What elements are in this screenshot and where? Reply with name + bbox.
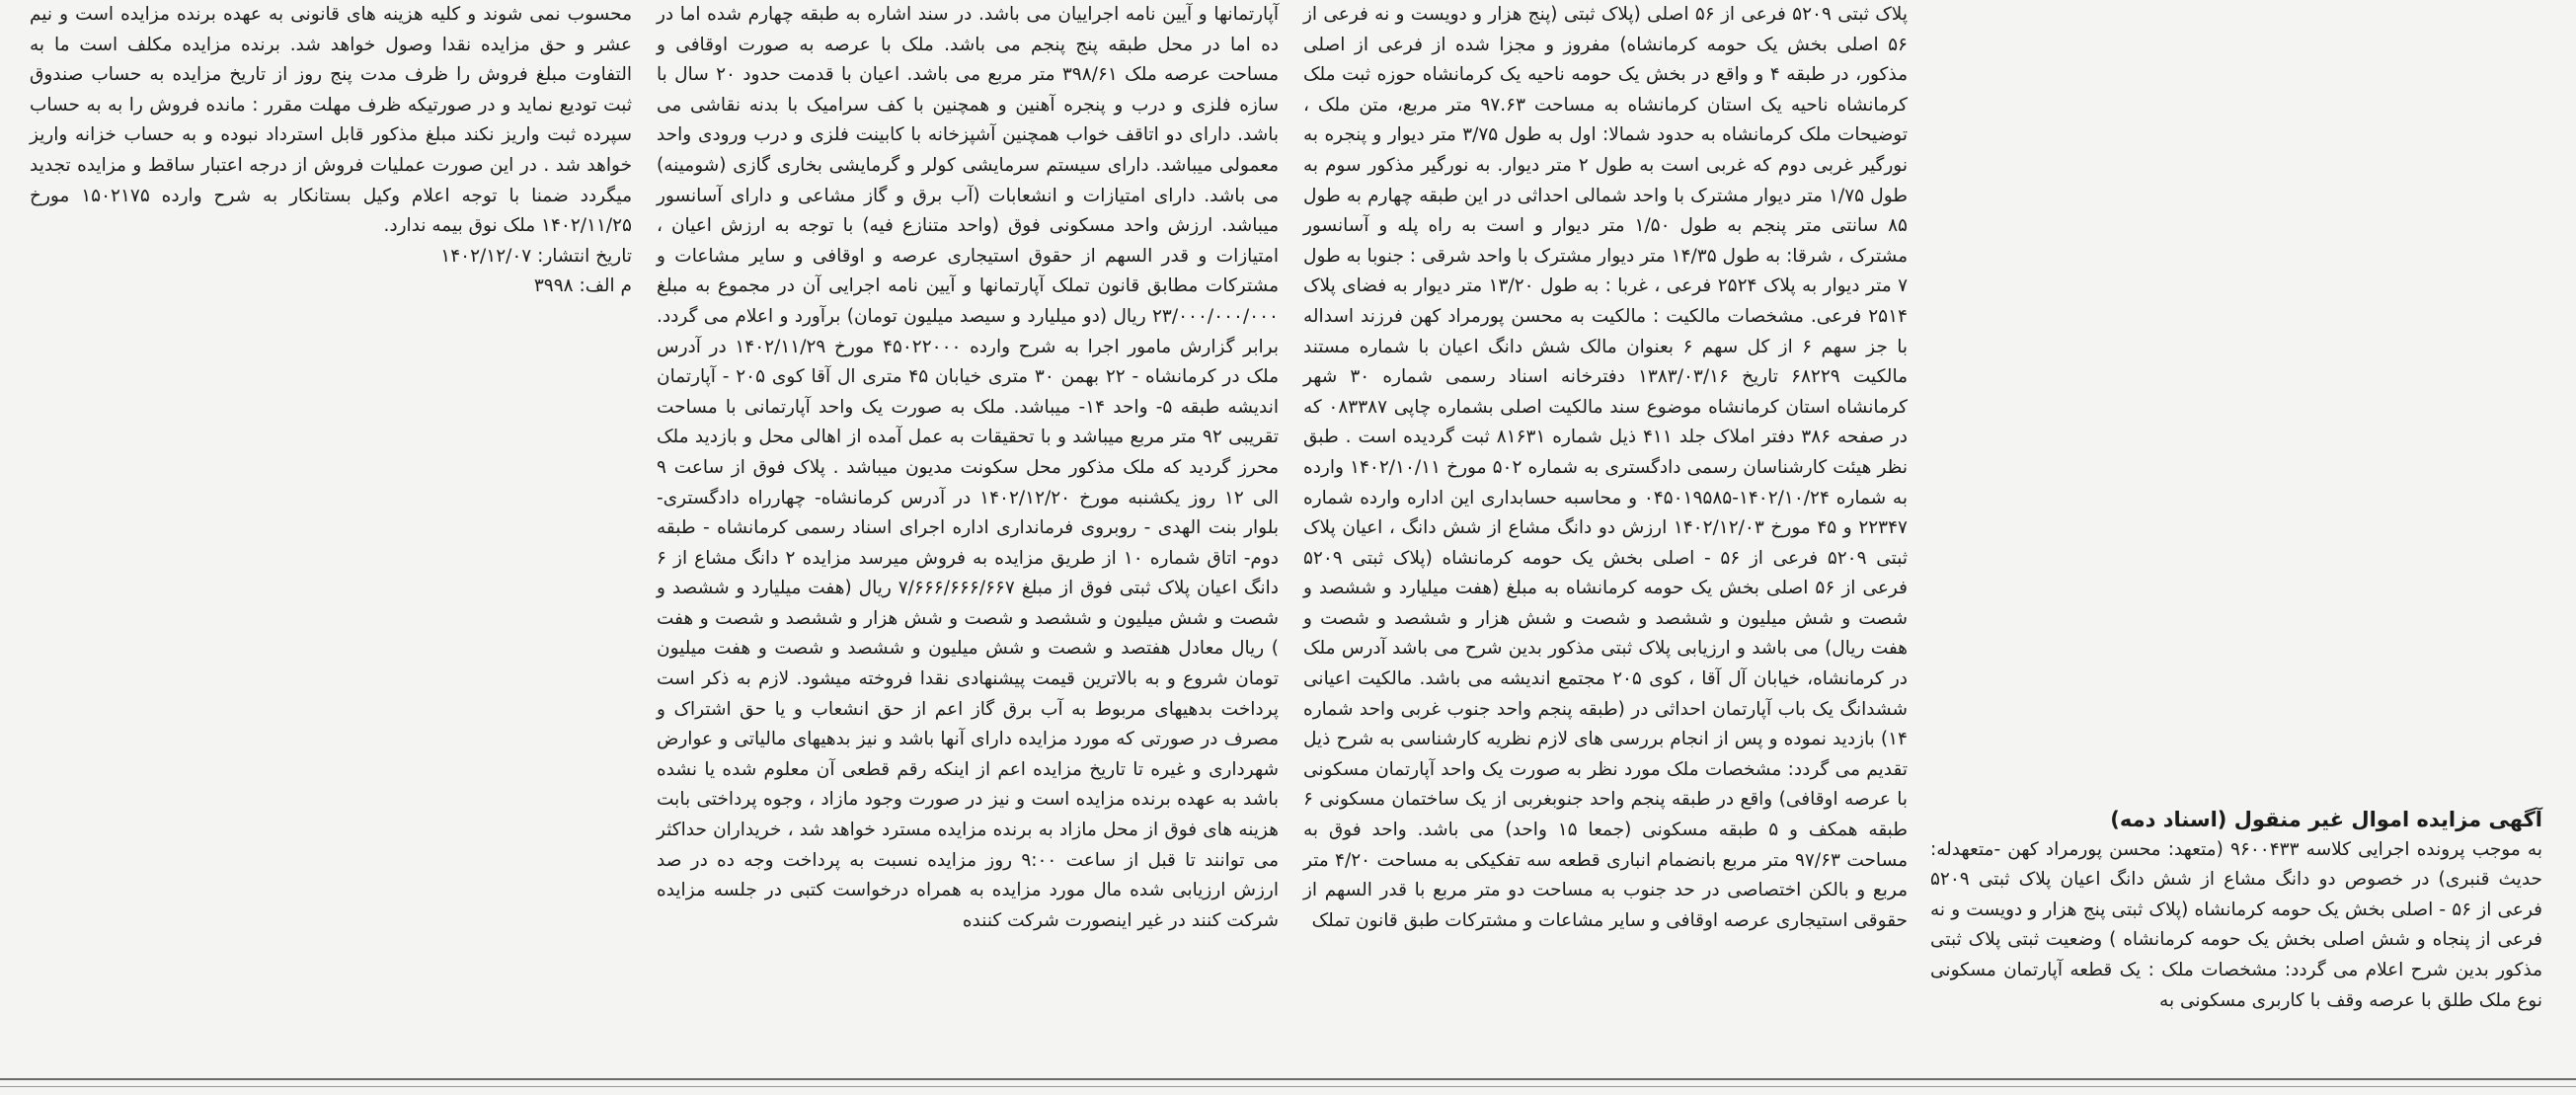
column-middle — [657, 0, 1279, 936]
bottom-rule — [0, 1078, 2576, 1080]
notice-intro-text: به موجب پرونده اجرایی کلاسه ۹۶۰۰۴۳۳ (متعهد: محسن پورمراد کهن -متعهدله: حدیث قنبری) در خصوص دو دانگ مشاع از شش دانگ اعیان پلاک ثبتی ۵۲۰۹ فرعی از ۵۶ - اصلی بخش یک حومه کرمانشاه (پلاک ثبتی پنج هزار و دویست و نه فرعی از پنجاه و شش اصلی بخش یک حومه کرمانشاه ) وضعیت ثبتی پلاک ثبتی مذکور بدین شرح اعلام می گردد: مشخصات ملک : یک قطعه آپارتمان مسکونی نوع ملک طلق با عرصه وقف با کاربری مسکونی به — [1930, 838, 2542, 1011]
auction-conditions-text: محسوب نمی شوند و کلیه هزینه های قانونی به عهده برنده مزایده است و نیم عشر و حق مزایده نقدا وصول خواهد شد. برنده مزایده مکلف است ما به التفاوت مبلغ فروش را ظرف مدت پنج روز از تاریخ مزایده به حساب صندوق ثبت تودیع نماید و در صورتیکه ظرف مهلت مقرر : مانده فروش را به به حساب سپرده ثبت واریز نکند مبلغ مذکور قابل استرداد نبوده و به حساب خزانه واریز خواهد شد . در این صورت عملیات فروش از درجه اعتبار ساقط و مزایده تجدید میگردد ضمنا با توجه اعلام وکیل بستانکار به شرح وارده ۱۵۰۲۱۷۵ مورخ ۱۴۰۲/۱۱/۲۵ ملک نوق بیمه ندارد. — [30, 4, 632, 237]
column-far-right — [1930, 0, 2542, 1016]
reference-number: م الف: ۳۹۹۸ — [533, 275, 632, 297]
auction-terms-text: آپارتمانها و آیین نامه اجراییان می باشد. در سند اشاره به طبقه چهارم شده اما در ده اما در محل طبقه پنج پنجم می باشد. ملک با عرصه به صورت اوقافی و مساحت عرصه ملک ۳۹۸/۶۱ متر مربع می باشد. اعیان با قدمت حدود ۲۰ سال با سازه فلزی و درب و پنجره آهنین و همچنین با کف سرامیک با بدنه نقاشی می باشد. دارای دو اتاقف خواب همچنین آشپزخانه با کابینت فلزی و درب ورودی واحد معمولی میباشد. دارای سیستم سرمایشی کولر و گرمایشی بخاری گازی (شومینه) می باشد. دارای امتیازات و انشعابات (آب برق و گاز مشاعی و دارای آسانسور میباشد. ارزش واحد مسکونی فوق (واحد متنازع فیه) با توجه به ارزش اعیان ، امتیازات و قدر السهم از حقوق استیجاری عرصه و اوقافی و سایر مشاعات و مشترکات مطابق قانون تملک آپارتمانها و آیین نامه اجرایی آن در مجموع به مبلغ ۲۳/۰۰۰/۰۰۰/۰۰۰ ریال (دو میلیارد و سیصد میلیون تومان) برآورد و اعلام می گردد. برابر گزارش مامور اجرا به شرح وارده ۴۵۰۲۲۰۰۰ مورخ ۱۴۰۲/۱۱/۲۹ در آدرس ملک در کرمانشاه - ۲۲ بهمن ۳۰ متری خیابان ۴۵ متری ال آقا کوی ۲۰۵ - آپارتمان اندیشه طبقه ۵- واحد ۱۴- میباشد. ملک به صورت یک واحد آپارتمانی با مساحت تقریبی ۹۲ متر مربع میباشد و با تحقیقات به عمل آمده از اهالی محل و بازدید ملک محرز گردید که ملک مذکور محل سکونت مدیون میباشد . پلاک فوق از ساعت ۹ الی ۱۲ روز یکشنبه مورخ ۱۴۰۲/۱۲/۲۰ در آدرس کرمانشاه- چهارراه دادگستری- بلوار بنت الهدی - روبروی فرمانداری اداره اجرای اسناد رسمی کرمانشاه - طبقه دوم- اتاق شماره ۱۰ از طریق مزایده به فروش میرسد مزایده ۲ دانگ مشاع از ۶ دانگ اعیان پلاک ثبتی فوق از مبلغ ۷/۶۶۶/۶۶۶/۶۶۷ ریال (هفت میلیارد و ششصد و شصت و شش میلیون و ششصد و شصت و شش هزار و ششصد و شصت و هفت ) ریال معادل هفتصد و شصت و شش میلیون و ششصد و شصت و هفت میلیون تومان شروع و به بالاترین قیمت پیشنهادی نقدا فروخته میشود. لازم به ذکر است پرداخت بدهیهای مربوط به آب برق گاز اعم از حق انشعاب و یا حق اشتراک و مصرف در صورتی که مورد مزایده دارای آنها باشد و نیز بدهیهای مالیاتی و عوارض شهرداری و غیره تا تاریخ مزایده اعم از اینکه رقم قطعی آن معلوم شده یا نشده باشد به عهده برنده مزایده است و نیز در صورت وجود مازاد ، وجوه پرداختی بابت هزینه های فوق از محل مازاد به برنده مزایده مسترد خواهد شد ، خریداران حداکثر می توانند تا قبل از ساعت ۹:۰۰ روز مزایده نسبت به پرداخت وجه ده در صد ارزش ارزیابی شده مال مورد مزایده به همراه درخواست کتبی در جلسه مزایده شرکت کنند در غیر اینصورت شرکت کننده — [657, 4, 1279, 931]
column-right — [1303, 0, 1908, 936]
column-left — [30, 0, 632, 302]
notice-heading: آگهی مزایده اموال غیر منقول (اسناد دمه) — [2110, 808, 2542, 831]
property-description-text: پلاک ثبتی ۵۲۰۹ فرعی از ۵۶ اصلی (پلاک ثبتی (پنج هزار و دویست و نه فرعی از ۵۶ اصلی بخش یک حومه کرمانشاه) مفروز و مجزا شده از فرعی از اصلی مذکور، در طبقه ۴ و واقع در بخش یک حومه ناحیه یک کرمانشاه حوزه ثبت ملک کرمانشاه ناحیه یک استان کرمانشاه به مساحت ۹۷.۶۳ متر مربع، متن ملک ، توضیحات ملک کرمانشاه به حدود شمالا: اول به طول ۳/۷۵ متر دیوار و پنجره به نورگیر غربی دوم که غربی است به طول ۲ متر دیوار. به نورگیر مذکور سوم به طول ۱/۷۵ متر دیوار مشترک با واحد شمالی احداثی در این طبقه چهارم به طول ۸۵ سانتی متر پنجم به طول ۱/۵۰ متر دیوار و است به راه پله و آسانسور مشترک ، شرقا: به طول ۱۴/۳۵ متر دیوار مشترک با واحد شرقی : جنوبا به طول ۷ متر دیوار به پلاک ۲۵۲۴ فرعی ، غربا : به طول ۱۳/۲۰ متر دیوار به فضای پلاک ۲۵۱۴ فرعی. مشخصات مالکیت : مالکیت به محسن پورمراد کهن فرزند اسداله با جز سهم ۶ از کل سهم ۶ بعنوان مالک شش دانگ اعیان با شماره مستند مالکیت ۶۸۲۲۹ تاریخ ۱۳۸۳/۰۳/۱۶ دفترخانه اسناد رسمی شماره ۳۰ شهر کرمانشاه استان کرمانشاه موضوع سند مالکیت اصلی بشماره چاپی ۰۸۳۳۸۷ که در صفحه ۳۸۶ دفتر املاک جلد ۴۱۱ ذیل شماره ۸۱۶۳۱ ثبت گردیده است . طبق نظر هیئت کارشناسان رسمی دادگستری به شماره ۵۰۲ مورخ ۱۴۰۲/۱۰/۱۱ وارده به شماره ۱۴۰۲/۱۰/۲۴-۰۴۵۰۱۹۵۸۵ و محاسبه حسابداری این اداره وارده شماره ۲۲۳۴۷ و ۴۵ مورخ ۱۴۰۲/۱۲/۰۳ ارزش دو دانگ مشاع از شش دانگ ، اعیان پلاک ثبتی ۵۲۰۹ فرعی از ۵۶ - اصلی بخش یک حومه کرمانشاه (پلاک ثبتی ۵۲۰۹ فرعی از ۵۶ اصلی بخش یک حومه کرمانشاه به مبلغ (هفت میلیارد و ششصد و شصت و شش میلیون و ششصد و شصت و شش هزار و ششصد و شصت و هفت ریال) می باشد و ارزیابی پلاک ثبتی مذکور بدین شرح می باشد آدرس ملک در کرمانشاه، خیابان آل آقا ، کوی ۲۰۵ مجتمع اندیشه می باشد. مالکیت اعیانی ششدانگ یک باب آپارتمان احداثی در (طبقه پنجم واحد جنوب غربی واحد شماره ۱۴) بازدید نموده و پس از انجام بررسی های لازم نظریه کارشناسی به شرح ذیل تقدیم می گردد: مشخصات ملک مورد نظر به صورت یک واحد آپارتمان مسکونی با عرصه اوقافی) واقع در طبقه پنجم واحد جنوبغربی از یک ساختمان مسکونی ۶ طبقه همکف و ۵ طبقه مسکونی (جمعا ۱۵ واحد) می باشد. واحد فوق به مساحت ۹۷/۶۳ متر مربع بانضمام انباری قطعه سه تفکیکی به مساحت ۴/۲۰ متر مربع و بالکن اختصاصی در حد جنوب به مساحت دو متر مربع با قدر السهم از حقوقی استیجاری عرصه اوقافی و سایر مشاعات و مشترکات طبق قانون تملک — [1303, 4, 1909, 931]
bottom-rule-thin — [0, 1086, 2576, 1087]
publication-date: تاریخ انتشار: ۱۴۰۲/۱۲/۰۷ — [440, 245, 632, 267]
